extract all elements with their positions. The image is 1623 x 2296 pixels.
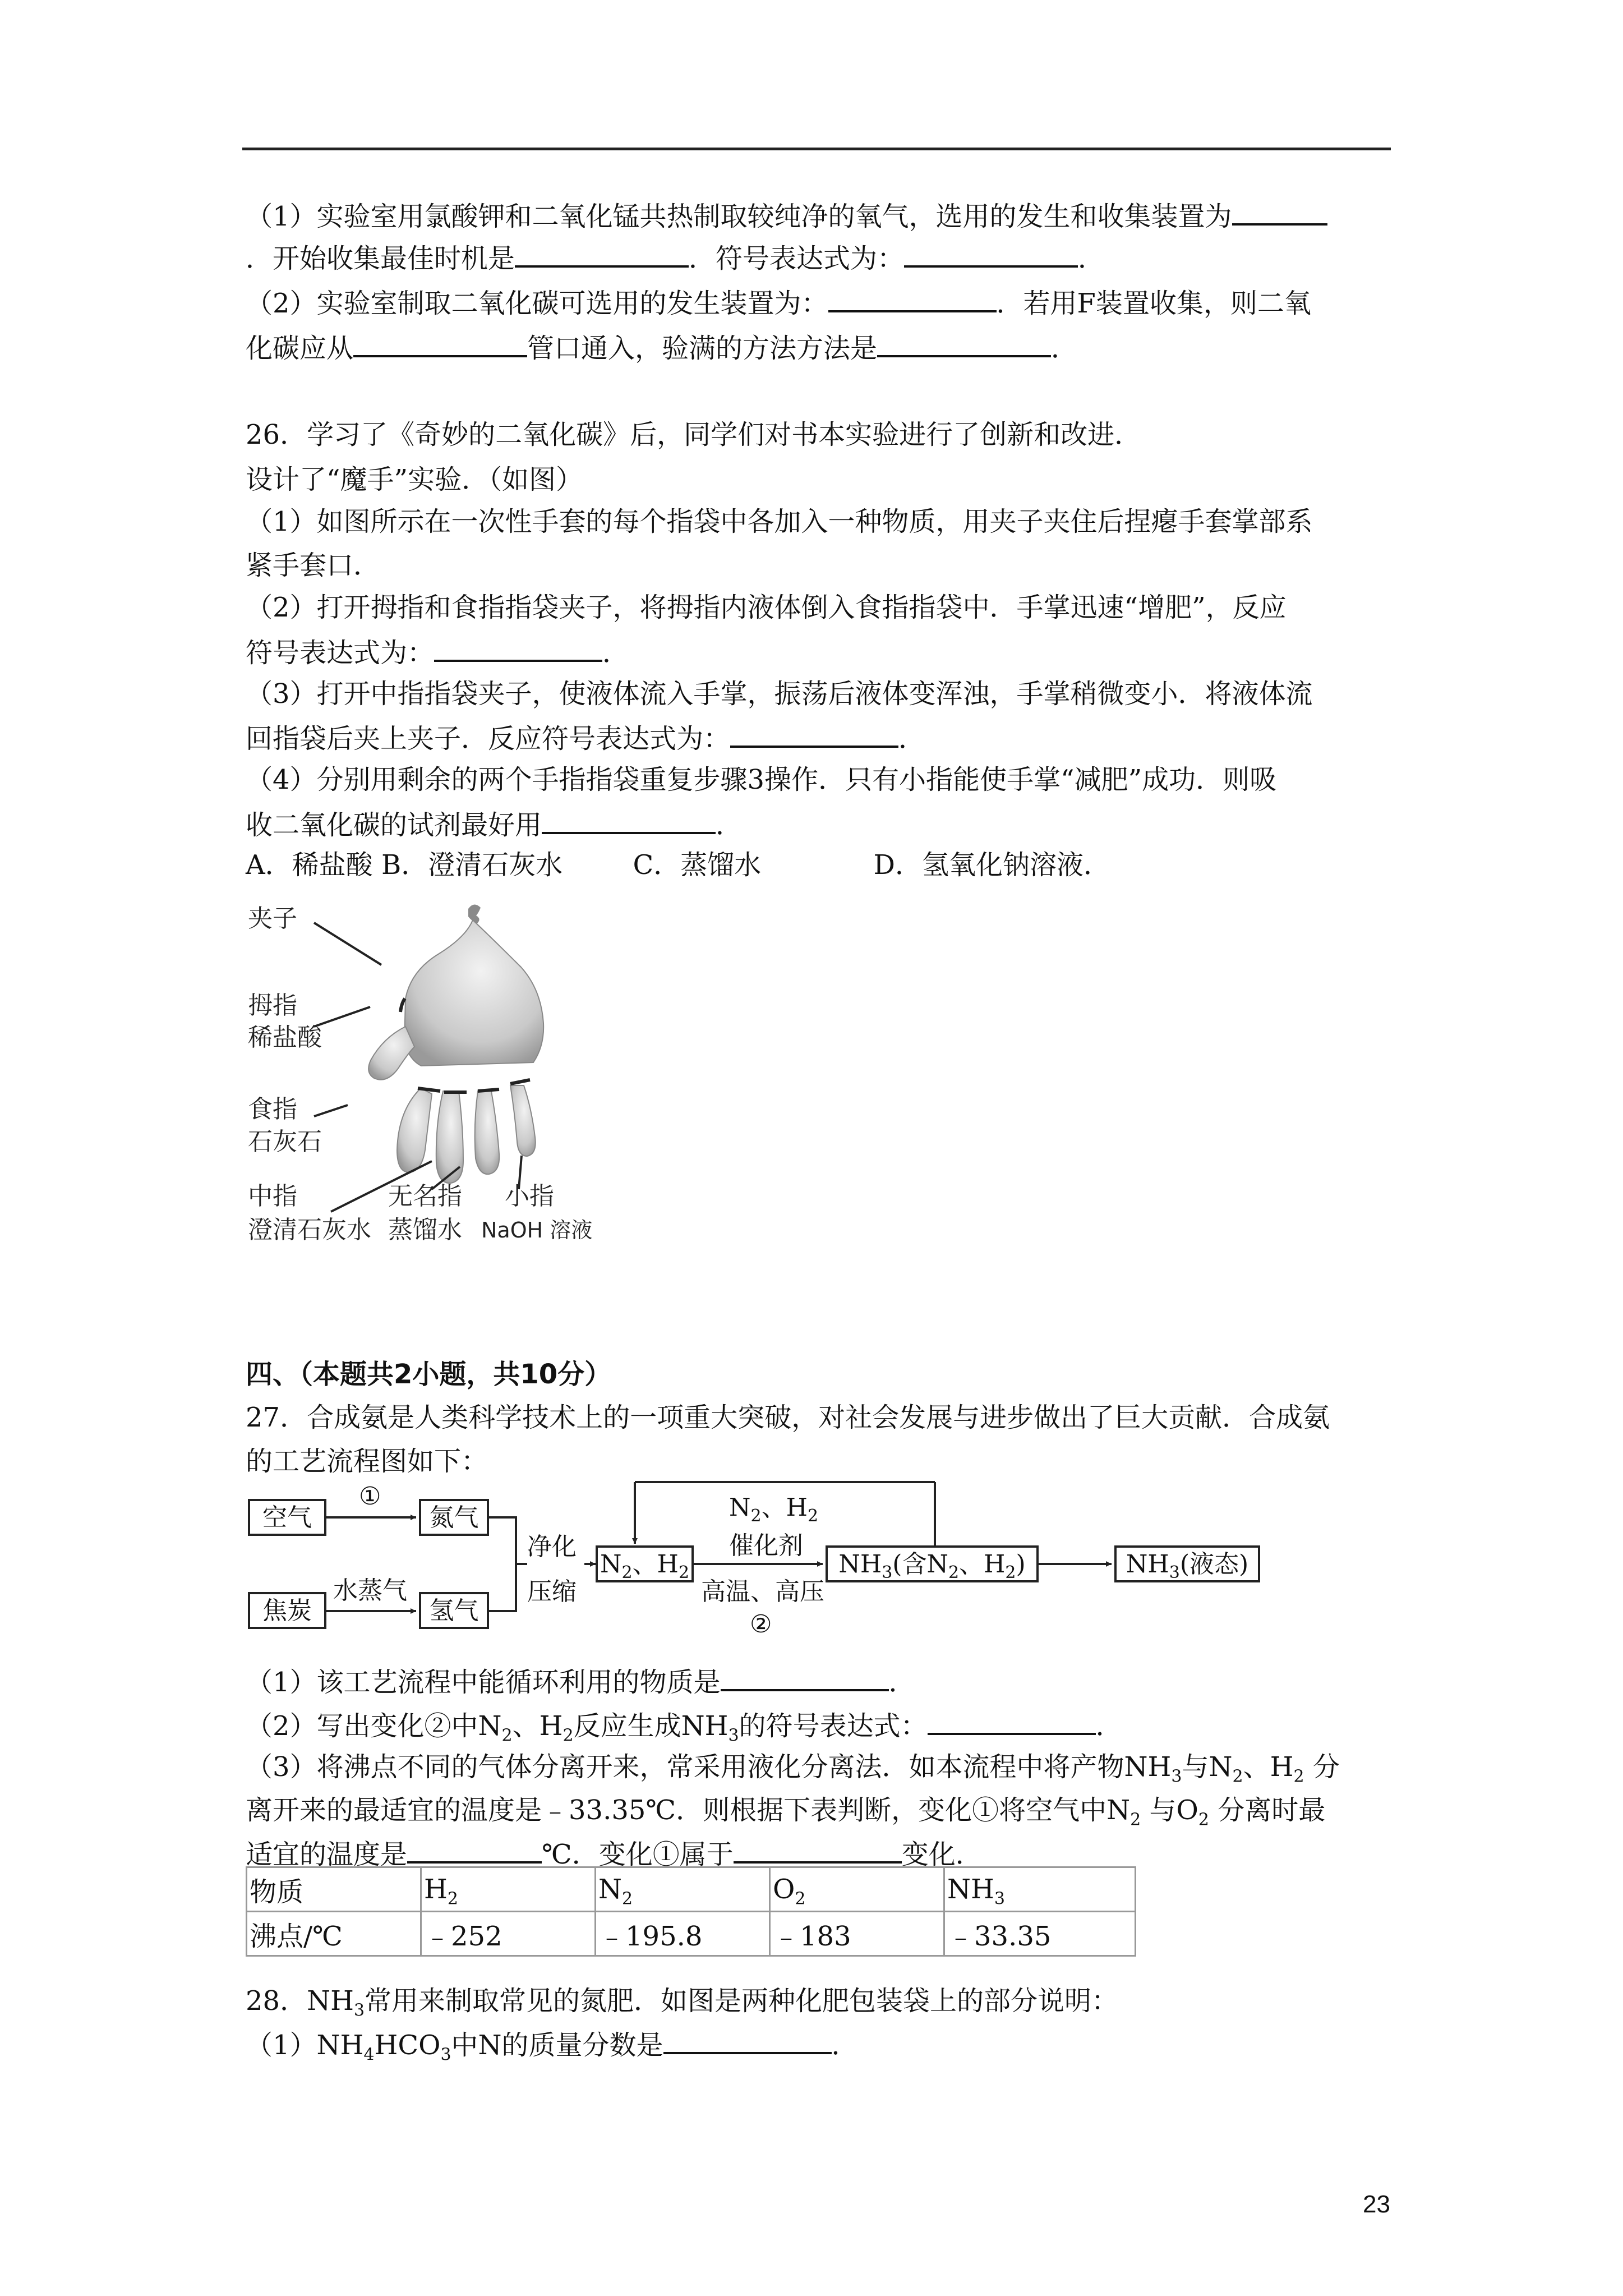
q28-step1: $(1)NH_4HCO_3$中N的质量分数是 ． <box>246 2026 859 2062</box>
box-n2-h2: $N_2$、$H_2$ <box>596 1545 694 1582</box>
answer-blank[interactable] <box>353 329 527 357</box>
table-cell: $N_2$ <box>596 1867 770 1912</box>
table-cell: $NH_3$ <box>944 1867 1136 1912</box>
q25-text: ． <box>1078 243 1105 274</box>
answer-blank[interactable] <box>434 634 602 662</box>
q25-text: ．符号表达式为： <box>689 243 905 274</box>
answer-blank[interactable] <box>407 1835 542 1864</box>
answer-blank[interactable] <box>877 329 1051 357</box>
q26-intro2: 设计了“魔手”实验．（如图） <box>246 464 583 495</box>
q27-intro: 27．合成氨是人类科学技术上的一项重大突破，对社会发展与进步做出了巨大贡献．合成氨 <box>246 1402 1330 1433</box>
q25-text: 化碳应从 <box>246 333 354 364</box>
label-ring: 无名指 <box>388 1182 462 1211</box>
q26-text: ． <box>602 637 630 669</box>
q25-line4 <box>246 329 1078 365</box>
q26-step1b: 紧手套口． <box>246 550 381 581</box>
label-compress: 压缩 <box>527 1577 577 1606</box>
q27-step3c: 适宜的温度是 ℃．变化①属于 变化． <box>246 1835 983 1871</box>
answer-blank[interactable] <box>515 240 689 268</box>
answer-blank[interactable] <box>721 1663 889 1691</box>
q26-step1: （1）如图所示在一次性手套的每个指袋中各加入一种物质，用夹子夹住后捏瘪手套掌部系 <box>246 506 1313 537</box>
q26-step2: （2）打开拇指和食指指袋夹子，将拇指内液体倒入食指指袋中．手掌迅速“增肥”，反应 <box>246 592 1287 623</box>
table-cell: $O_2$ <box>770 1867 944 1912</box>
answer-blank[interactable] <box>663 2026 832 2054</box>
label-purify: 净化 <box>527 1533 577 1561</box>
box-nitrogen: 氮气 <box>419 1499 489 1536</box>
q26-step3: （3）打开中指指袋夹子，使液体流入手掌，振荡后液体变浑浊，手掌稍微变小．将液体流 <box>246 678 1313 710</box>
boiling-point-table <box>246 1866 1136 1957</box>
q25-line1 <box>246 197 1327 233</box>
label-little-sub: NaOH 溶液 <box>481 1218 593 1243</box>
answer-blank[interactable] <box>904 240 1078 268</box>
label-step2: ② <box>750 1610 772 1639</box>
q26-step3b <box>246 720 925 756</box>
answer-blank[interactable] <box>1232 197 1327 226</box>
answer-blank[interactable] <box>734 1835 902 1864</box>
q28-intro: 28．$NH_3$常用来制取常见的氮肥．如图是两种化肥包装袋上的部分说明： <box>246 1985 1119 2021</box>
glove-illustration <box>247 898 606 1268</box>
q25-line3 <box>246 284 1311 320</box>
magic-hand-figure <box>247 898 606 1268</box>
header-rule <box>242 148 1391 150</box>
choice-c[interactable]: C．蒸馏水 <box>633 849 762 881</box>
table-row <box>247 1867 1136 1912</box>
table-cell: ﹣195.8 <box>596 1912 770 1956</box>
choice-a[interactable]: A．稀盐酸 <box>246 849 373 881</box>
label-thumb: 拇指 <box>248 991 297 1020</box>
q27-intro2: 的工艺流程图如下： <box>246 1446 488 1477</box>
table-cell: $H_2$ <box>421 1867 596 1912</box>
choice-b[interactable]: B．澄清石灰水 <box>381 849 563 881</box>
q27-step3: （3）将沸点不同的气体分离开来，常采用液化分离法．如本流程中将产物$NH_3$与$N_2$、$H_2$ 分 <box>246 1751 1340 1787</box>
q26-text: ． <box>898 723 926 754</box>
label-clip: 夹子 <box>248 904 297 933</box>
table-cell: 沸点/℃ <box>247 1912 421 1956</box>
q26-intro: 26．学习了《奇妙的二氧化碳》后，同学们对书本实验进行了创新和改进． <box>246 419 1142 450</box>
q25-text: ．若用F装置收集，则二氧 <box>996 288 1311 319</box>
label-catalyst: 催化剂 <box>729 1531 803 1560</box>
label-little: 小指 <box>505 1182 554 1211</box>
q25-line2 <box>246 240 1105 275</box>
answer-blank[interactable] <box>928 1707 1096 1735</box>
table-cell: ﹣252 <box>421 1912 596 1956</box>
choice-d[interactable]: D．氢氧化钠溶液． <box>873 849 1110 881</box>
ammonia-process-flow <box>242 1475 1280 1649</box>
answer-blank[interactable] <box>730 720 898 748</box>
q26-step4b <box>246 806 743 842</box>
box-coke: 焦炭 <box>248 1592 326 1629</box>
table-row <box>247 1912 1136 1956</box>
q26-step2b <box>246 634 629 670</box>
q27-step1: （1）该工艺流程中能循环利用的物质是 ． <box>246 1663 916 1699</box>
label-middle: 中指 <box>248 1182 297 1211</box>
answer-blank[interactable] <box>828 284 997 312</box>
q26-text: 收二氧化碳的试剂最好用 <box>246 809 542 841</box>
answer-blank[interactable] <box>542 806 716 834</box>
q26-step4: （4）分别用剩余的两个手指指袋重复步骤3操作．只有小指能使手掌“减肥”成功．则吸 <box>246 764 1277 795</box>
q25-text: 管口通入，验满的方法方法是 <box>527 333 878 364</box>
label-ring-sub: 蒸馏水 <box>388 1216 462 1244</box>
label-thumb-sub: 稀盐酸 <box>248 1023 322 1052</box>
box-nh3-mixture: $NH_3$(含$N_2$、$H_2$) <box>826 1545 1039 1582</box>
q26-text: 符号表达式为： <box>246 637 435 669</box>
section-heading: 四、（本题共2小题，共10分） <box>246 1359 612 1390</box>
q25-text: ． <box>1051 333 1078 364</box>
box-hydrogen: 氢气 <box>419 1592 489 1629</box>
q27-step2: （2）写出变化②中$N_2$、$H_2$反应生成$NH_3$的符号表达式： ． <box>246 1707 1123 1743</box>
box-nh3-liquid: $NH_3$(液态) <box>1114 1545 1260 1582</box>
label-recycle: $N_2$、$H_2$ <box>729 1493 819 1526</box>
label-middle-sub: 澄清石灰水 <box>248 1216 371 1244</box>
q26-choices <box>246 848 1110 882</box>
q27-step3b: 离开来的最适宜的温度是﹣33.35℃．则根据下表判断，变化①将空气中$N_2$ 与$O_2$ 分离时最 <box>246 1795 1326 1830</box>
label-steam: 水蒸气 <box>333 1576 407 1605</box>
table-cell: ﹣33.35 <box>944 1912 1136 1956</box>
q25-text: （2）实验室制取二氧化碳可选用的发生装置为： <box>246 288 828 319</box>
label-conditions: 高温、高压 <box>701 1577 824 1606</box>
q25-text: （1）实验室用氯酸钾和二氧化锰共热制取较纯净的氧气，选用的发生和收集装置为 <box>246 201 1232 232</box>
table-cell: ﹣183 <box>770 1912 944 1956</box>
q25-text: ．开始收集最佳时机是 <box>246 243 515 274</box>
label-index-sub: 石灰石 <box>248 1128 322 1156</box>
label-step1: ① <box>359 1482 381 1511</box>
label-index: 食指 <box>248 1095 297 1124</box>
page-number: 23 <box>1363 2191 1390 2218</box>
table-cell: 物质 <box>247 1867 421 1912</box>
q26-text: ． <box>716 809 743 841</box>
q26-text: 回指袋后夹上夹子．反应符号表达式为： <box>246 723 731 754</box>
box-air: 空气 <box>248 1499 326 1536</box>
